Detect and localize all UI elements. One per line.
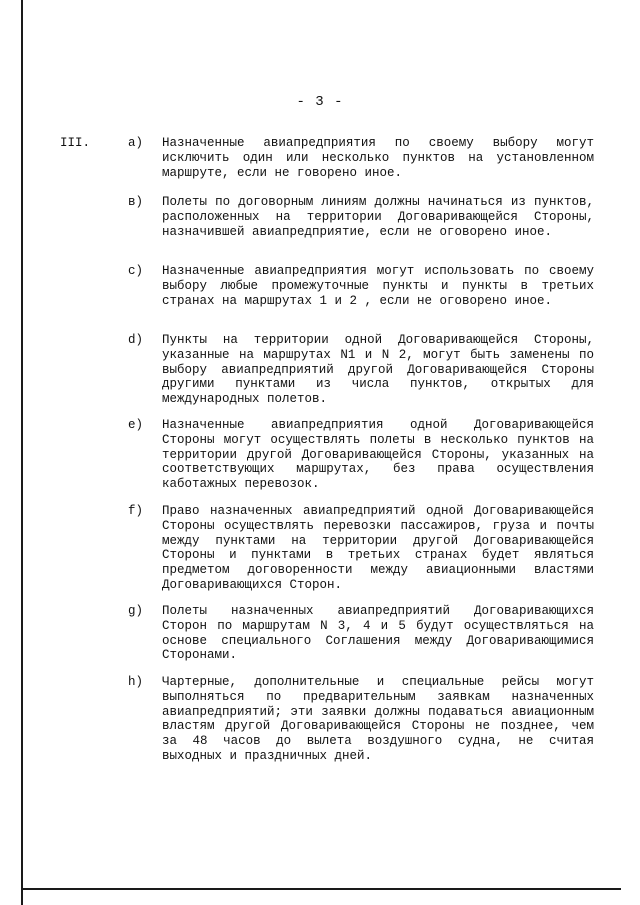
- item-label: f): [128, 504, 144, 518]
- item-text: Полеты по договорным линиям должны начинаться из пунктов, расположенных на территории Договаривающейся Стороны, назначившей авиапредприятие, если не оговорено иное.: [162, 195, 594, 239]
- item-label: d): [128, 333, 144, 347]
- item-text: Назначенные авиапредприятия по своему выбору могут исключить один или несколько пунктов на установленном маршруте, если не говорено иное.: [162, 136, 594, 180]
- page-bottom-border: [21, 888, 621, 890]
- page-number: - 3 -: [296, 94, 344, 110]
- page-left-border: [21, 0, 23, 905]
- item-text: Полеты назначенных авиапредприятий Договаривающихся Сторон по маршрутам N 3, 4 и 5 будут осуществляться на основе специального Соглашения между Договаривающимися Сторонами.: [162, 604, 594, 663]
- item-text: Назначенные авиапредприятия одной Договаривающейся Стороны могут осуществлять полеты в несколько пунктов на территории другой Договаривающейся Стороны, указанных на соответствующих маршрутах, без права осуществления каботажных перевозок.: [162, 418, 594, 492]
- item-label: c): [128, 264, 144, 278]
- item-text: Пункты на территории одной Договаривающейся Стороны, указанные на маршрутах N1 и N 2, могут быть заменены по выбору авиапредприятий другой Договаривающейся Стороны другими пунктами из числа пунктов, открытых для международных полетов.: [162, 333, 594, 407]
- item-label: g): [128, 604, 144, 618]
- item-label: a): [128, 136, 144, 150]
- section-number: III.: [60, 136, 91, 150]
- item-text: Чартерные, дополнительные и специальные рейсы могут выполняться по предварительным заявкам назначенных авиапредприятий; эти заявки должны подаваться авиационным властям другой Договаривающейся Стороны не позднее, чем за 48 часов до вылета воздушного судна, не считая выходных и праздничных дней.: [162, 675, 594, 763]
- item-text: Назначенные авиапредприятия могут использовать по своему выбору любые промежуточные пункты и пункты в третьих странах на маршрутах 1 и 2 , если не оговорено иное.: [162, 264, 594, 308]
- item-label: в): [128, 195, 144, 209]
- item-text: Право назначенных авиапредприятий одной Договаривающейся Стороны осуществлять перевозки пассажиров, груза и почты между пунктами на территории другой Договаривающейся Стороны и пунктами в третьих странах будет являться предметом договоренности между авиационными властями Договаривающихся Сторон.: [162, 504, 594, 592]
- item-label: h): [128, 675, 144, 689]
- item-label: e): [128, 418, 144, 432]
